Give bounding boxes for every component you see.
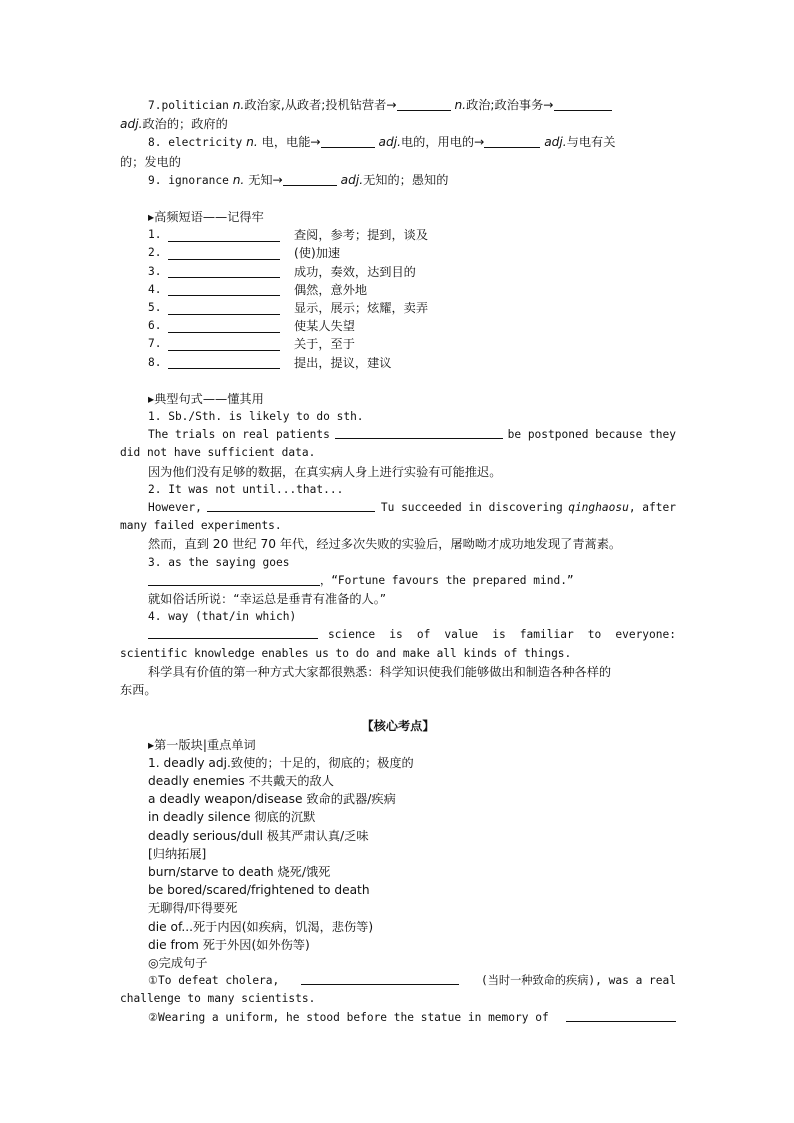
- phrase-meaning: 偶然，意外地: [294, 282, 368, 297]
- phrase-item: [120, 281, 676, 299]
- vocab-meaning: 的；发电的: [120, 154, 181, 169]
- phrase-item: [120, 335, 676, 353]
- phrase-number: 3.: [148, 264, 162, 278]
- phrase-item: [120, 299, 676, 317]
- fill-blank[interactable]: [168, 265, 280, 278]
- exercise-2: [120, 1009, 676, 1027]
- sentence-part: ①To defeat cholera,: [148, 974, 280, 988]
- fill-blank[interactable]: [168, 302, 280, 315]
- pos-label: n.: [232, 98, 245, 112]
- vocab-line-8: [120, 133, 676, 152]
- phrase-number: 6.: [148, 319, 162, 333]
- phrase-item: [120, 317, 676, 335]
- phrase-item: [120, 354, 676, 372]
- pattern-3-title: 3. as the saying goes: [148, 555, 290, 569]
- extension-item: die of...死于内因(如疾病，饥渴，悲伤等): [148, 919, 374, 934]
- phrase-meaning: 提出，提议，建议: [294, 355, 392, 370]
- fill-blank[interactable]: [168, 320, 280, 333]
- phrase-item: [120, 263, 676, 281]
- pos-label: adj.: [120, 117, 143, 132]
- fill-blank[interactable]: [148, 573, 320, 586]
- fill-blank[interactable]: [566, 1009, 676, 1022]
- sentence-part: , after: [628, 501, 676, 515]
- fill-blank[interactable]: [397, 98, 451, 111]
- fill-blank[interactable]: [335, 426, 503, 439]
- vocab-meaning: 电的，用电的→: [400, 135, 485, 150]
- fill-blank[interactable]: [168, 229, 280, 242]
- fill-blank[interactable]: [168, 356, 280, 369]
- vocab-word: 9. ignorance: [148, 173, 229, 187]
- pos-label: adj.: [378, 135, 401, 150]
- keyword-entry: 1. deadly adj.致使的；十足的，彻底的；极度的: [148, 755, 414, 770]
- extension-item: be bored/scared/frightened to death: [148, 883, 370, 898]
- pattern-1-translation: 因为他们没有足够的数据，在真实病人身上进行实验有可能推迟。: [148, 464, 502, 479]
- pattern-3-sentence: [120, 572, 676, 590]
- extension-item: burn/starve to death 烧死/饿死: [148, 864, 331, 879]
- extension-item: die from 死于外因(如外伤等): [148, 937, 310, 952]
- vocab-meaning: 无知→: [248, 172, 283, 187]
- extension-item: 无聊得/吓得要死: [148, 901, 238, 916]
- worksheet-page: [120, 96, 676, 1027]
- italic-term: qinghaosu: [568, 501, 629, 515]
- phrase-number: 4.: [148, 282, 162, 296]
- vocab-meaning: 与电有关: [566, 135, 616, 150]
- phrase-number: 5.: [148, 301, 162, 315]
- pattern-4-translation: 科学具有价值的第一种方式大家都很熟悉：科学知识使我们能够做出和制造各种各样的: [148, 664, 612, 679]
- fill-blank[interactable]: [301, 972, 459, 985]
- fill-blank[interactable]: [148, 626, 318, 639]
- core-heading: 【核心考点】: [361, 719, 435, 734]
- pos-label: n.: [232, 172, 245, 187]
- pattern-1-title: 1. Sb./Sth. is likely to do sth.: [148, 410, 364, 424]
- sentence-part: ②Wearing a uniform, he stood before the statue in memory of: [148, 1010, 549, 1024]
- fill-blank[interactable]: [168, 247, 280, 260]
- example-phrase: deadly serious/dull 极其严肃认真/乏味: [148, 828, 369, 843]
- phrase-meaning: 使某人失望: [294, 319, 355, 334]
- complete-sentence-heading: ◎完成句子: [148, 955, 208, 970]
- pos-label: n.: [454, 98, 467, 112]
- fill-blank[interactable]: [554, 98, 612, 111]
- pattern-4-sentence-cont: scientific knowledge enables us to do and make all kinds of things.: [120, 646, 572, 660]
- pattern-4-sentence: [120, 626, 676, 644]
- phrase-item: [120, 244, 676, 262]
- phrase-meaning: 成功，奏效，达到目的: [294, 264, 416, 279]
- example-phrase: a deadly weapon/disease 致命的武器/疾病: [148, 792, 396, 807]
- pattern-2-sentence-cont: many failed experiments.: [120, 519, 282, 533]
- patterns-heading: ▸典型句式——懂其用: [148, 391, 264, 406]
- pattern-1-sentence-cont: did not have sufficient data.: [120, 446, 316, 460]
- vocab-line-7: [120, 96, 676, 115]
- pos-label: n.: [246, 135, 258, 150]
- extension-heading: [归纳拓展]: [148, 846, 207, 861]
- phrase-item: [120, 226, 676, 244]
- pattern-4-title: 4. way (that/in which): [148, 610, 297, 624]
- vocab-meaning: 电，电能→: [261, 135, 321, 150]
- fill-blank[interactable]: [168, 338, 280, 351]
- sentence-part: ，“Fortune favours the prepared mind.”: [320, 573, 574, 587]
- fill-blank[interactable]: [484, 135, 540, 148]
- pattern-3-translation: 就如俗话所说：“幸运总是垂青有准备的人。”: [148, 592, 387, 607]
- vocab-line-7-cont: [120, 115, 676, 133]
- sentence-part: Tu succeeded in discovering: [380, 501, 563, 515]
- exercise-1: [120, 972, 676, 990]
- phrase-number: 7.: [148, 337, 162, 351]
- vocab-meaning: 无知的；愚知的: [363, 172, 449, 187]
- vocab-word: 7.politician: [148, 99, 229, 112]
- pattern-1-sentence: [120, 426, 676, 444]
- phrase-meaning: 显示，展示；炫耀，卖弄: [294, 301, 429, 316]
- pos-label: adj.: [340, 172, 364, 187]
- phrase-number: 8.: [148, 355, 162, 369]
- pattern-2-title: 2. It was not until...that...: [148, 482, 344, 496]
- pattern-4-translation-cont: 东西。: [120, 683, 157, 698]
- vocab-word: 8. electricity: [148, 136, 243, 150]
- pos-label: adj.: [544, 135, 567, 150]
- exercise-1-cont: challenge to many scientists.: [120, 992, 316, 1006]
- pattern-2-sentence: [120, 499, 676, 517]
- vocab-line-9: [120, 171, 676, 190]
- pattern-2-translation: 然而，直到 20 世纪 70 年代，经过多次失败的实验后，屠呦呦才成功地发现了青蒿素。: [148, 537, 622, 552]
- vocab-line-8-cont: [120, 153, 676, 171]
- vocab-meaning: 政治的；政府的: [142, 117, 228, 132]
- phrase-meaning: 查阅，参考；提到，谈及: [294, 228, 429, 243]
- phrase-number: 1.: [148, 228, 162, 242]
- phrase-list: [120, 226, 676, 372]
- fill-blank[interactable]: [168, 283, 280, 296]
- phrase-meaning: (使)加速: [294, 246, 341, 261]
- phrase-number: 2.: [148, 246, 162, 260]
- phrases-heading: ▸高频短语——记得牢: [148, 210, 264, 225]
- sentence-part: (当时一种致命的疾病), was a real: [481, 974, 676, 988]
- fill-blank[interactable]: [321, 135, 375, 148]
- fill-blank[interactable]: [283, 173, 337, 186]
- example-phrase: in deadly silence 彻底的沉默: [148, 810, 316, 825]
- core-subheading: ▸第一版块|重点单词: [148, 737, 256, 752]
- phrase-meaning: 关于，至于: [294, 337, 355, 352]
- example-phrase: deadly enemies 不共戴天的敌人: [148, 773, 334, 788]
- vocab-meaning: 政治;政治事务→: [466, 98, 554, 112]
- sentence-part: The trials on real patients: [148, 428, 330, 442]
- sentence-part: be postponed because they: [507, 428, 676, 442]
- fill-blank[interactable]: [207, 499, 375, 512]
- sentence-part: However,: [148, 501, 202, 515]
- vocab-meaning: 政治家,从政者;投机钻营者→: [244, 98, 397, 112]
- sentence-part: science is of value is familiar to everyone:: [328, 628, 676, 642]
